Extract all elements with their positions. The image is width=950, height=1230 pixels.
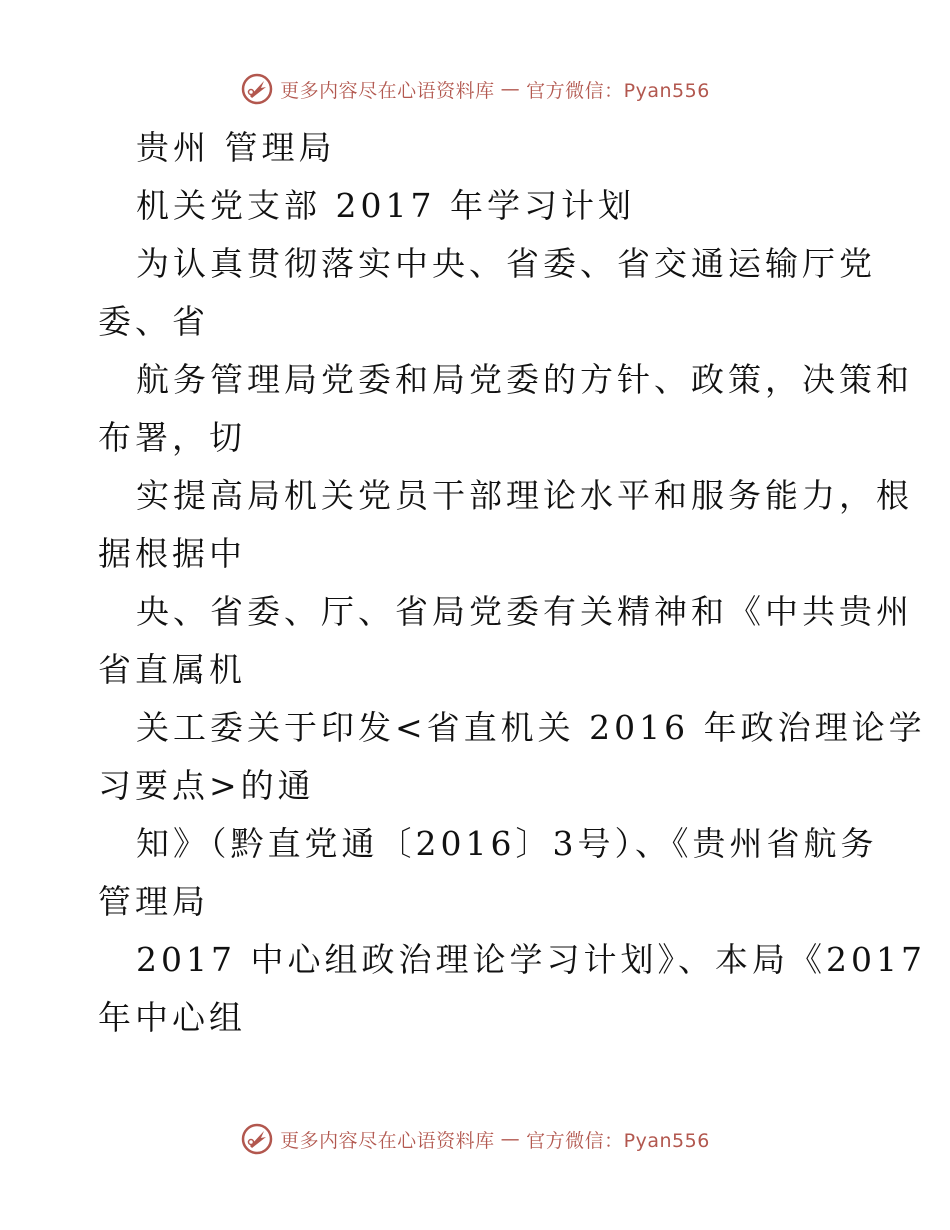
- watermark-footer: [0, 1122, 950, 1156]
- doc-line: 知》（黔直党通〔2016〕3号）、《贵州省航务: [136, 824, 878, 863]
- doc-line: 关工委关于印发<省直机关 2016 年政治理论学: [136, 708, 926, 747]
- watermark-dash: —: [500, 1128, 521, 1150]
- feather-seal-icon: [240, 72, 274, 106]
- watermark-dash: —: [500, 78, 521, 100]
- doc-line: 贵州 管理局: [136, 128, 336, 167]
- watermark-header: [0, 72, 950, 106]
- watermark-wechat: 官方微信：Pyan556: [526, 1129, 710, 1152]
- doc-line: 布署，切: [98, 418, 246, 457]
- watermark-text: 更多内容尽在心语资料库: [280, 1129, 495, 1152]
- doc-line: 机关党支部 2017 年学习计划: [136, 186, 635, 225]
- feather-seal-icon: [240, 1122, 274, 1156]
- watermark-wechat: 官方微信：Pyan556: [526, 79, 710, 102]
- doc-line: 为认真贯彻落实中央、省委、省交通运输厅党: [136, 244, 876, 283]
- doc-line: 年中心组: [98, 998, 246, 1037]
- doc-line: 据根据中: [98, 534, 246, 573]
- doc-line: 管理局: [98, 882, 209, 921]
- doc-line: 2017 中心组政治理论学习计划》、本局《2017: [136, 940, 926, 979]
- watermark-text: 更多内容尽在心语资料库: [280, 79, 495, 102]
- doc-line: 委、省: [98, 302, 209, 341]
- doc-line: 央、省委、厅、省局党委有关精神和《中共贵州: [136, 592, 913, 631]
- doc-line: 航务管理局党委和局党委的方针、政策，决策和: [136, 360, 913, 399]
- doc-line: 习要点>的通: [98, 766, 315, 805]
- doc-line: 省直属机: [98, 650, 246, 689]
- doc-line: 实提高局机关党员干部理论水平和服务能力，根: [136, 476, 913, 515]
